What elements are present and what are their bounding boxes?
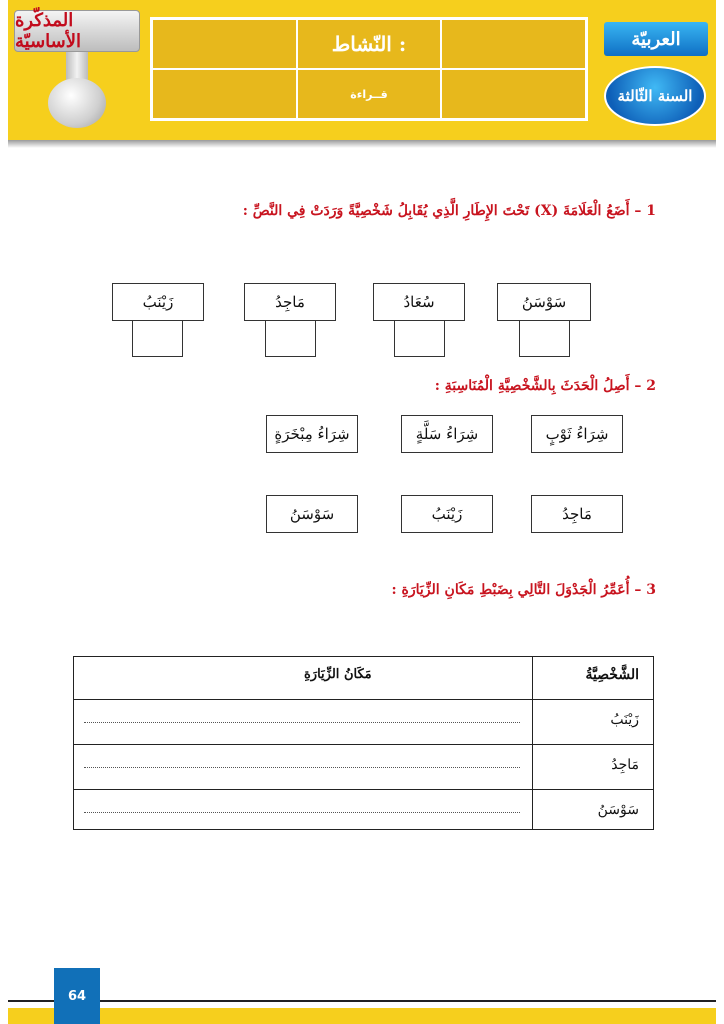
table-row-name: مَاجِدُ: [611, 757, 639, 773]
exercise3-instruction: 3 – أُعَمِّرُ الْجَدْوَلَ التَّالِي بِضَبْطِ مَكَانِ الزِّيَارَةِ :: [391, 582, 656, 598]
exercise2-instruction: 2 – أَصِلُ الْحَدَثَ بِالشَّخْصِيَّةِ الْمُنَاسِبَةِ :: [434, 378, 656, 394]
exercise1-name-box: مَاجِدُ: [244, 283, 336, 321]
page-number: 64: [54, 968, 100, 1024]
exercise2-character-box[interactable]: مَاجِدُ: [531, 495, 623, 533]
table-header-character: الشَّخْصِيَّةُ: [585, 667, 639, 683]
table-row: [74, 744, 653, 773]
book-title: المذكّرة الأساسيّة: [15, 10, 81, 52]
exercise1-name-box: زَيْنَبُ: [112, 283, 204, 321]
exercise1-answer-box[interactable]: [132, 320, 183, 357]
exercise1-instruction: 1 – أَضَعُ الْعَلَامَةَ (X) تَحْتَ الإِطَارِ الَّذِي يُقَابِلُ شَخْصِيَّةً وَرَدَتْ فِي النَّصِّ :: [242, 203, 656, 219]
exercise2-event-box[interactable]: شِرَاءُ مِبْخَرَةٍ: [266, 415, 358, 453]
exercise1-answer-box[interactable]: [519, 320, 570, 357]
visit-place-table: [73, 656, 654, 830]
exercise1-name-box: سُعَادُ: [373, 283, 465, 321]
header-cell: [152, 69, 297, 119]
header-cell: [152, 19, 297, 69]
exercise2-character-box[interactable]: زَيْنَبُ: [401, 495, 493, 533]
level-badge: السنة الثّالثة: [604, 66, 706, 126]
table-header-place: مَكَانُ الزِّيَارَةِ: [304, 667, 372, 682]
header-shadow: [8, 140, 716, 148]
footer-band: [8, 1008, 716, 1024]
exercise1-name-box: سَوْسَنُ: [497, 283, 591, 321]
answer-line[interactable]: [84, 767, 520, 768]
answer-line[interactable]: [84, 722, 520, 723]
footer-rule: [8, 1000, 716, 1002]
table-column-divider: [532, 657, 533, 829]
book-title-plaque: [14, 10, 140, 52]
table-row-name: سَوْسَنُ: [597, 802, 639, 818]
exercise1-answer-box[interactable]: [394, 320, 445, 357]
header-cell: [441, 19, 586, 69]
activity-value: قــراءة: [297, 69, 442, 119]
exercise2-character-box[interactable]: سَوْسَنُ: [266, 495, 358, 533]
table-row: [74, 789, 653, 818]
exercise2-event-box[interactable]: شِرَاءُ سَلَّةٍ: [401, 415, 493, 453]
plaque-ball: [48, 78, 106, 128]
subject-badge: العربيّة: [604, 22, 708, 56]
answer-line[interactable]: [84, 812, 520, 813]
table-row: [74, 699, 653, 728]
exercise2-event-box[interactable]: شِرَاءُ ثَوْبٍ: [531, 415, 623, 453]
activity-label: النّشاط :: [297, 19, 442, 69]
header-cell: [441, 69, 586, 119]
exercise1-answer-box[interactable]: [265, 320, 316, 357]
table-row-name: زَيْنَبُ: [610, 712, 639, 728]
header-grid: [150, 17, 588, 121]
